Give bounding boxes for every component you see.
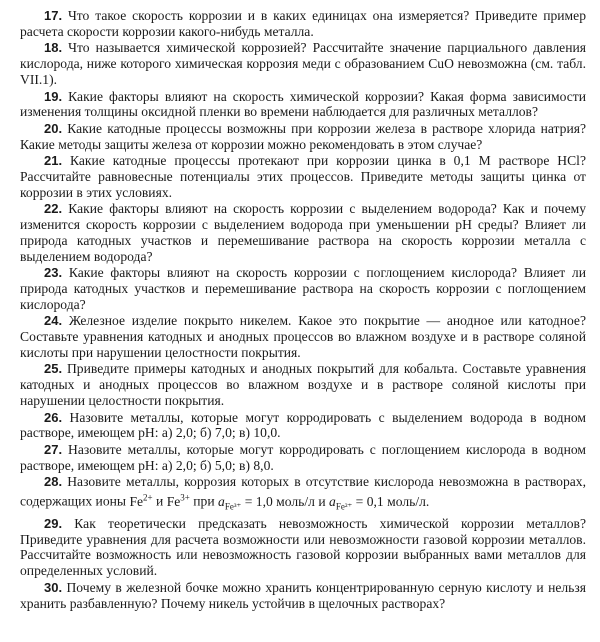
question-text: Назовите металлы, которые могут корродировать с выделением водорода в водном растворе, имеющем pH: а) 2,0; б) 7,0; в) 10,0. xyxy=(20,409,586,441)
question-text: Приведите примеры катодных и анодных покрытий для кобальта. Составьте уравнения катодных и анодных процессов во влажном воздухе и в растворе соляной кислоты при нарушении целостности покрытия. xyxy=(20,361,586,408)
question-22 xyxy=(20,201,586,264)
question-text: Какие факторы влияют на скорость коррозии с поглощением кислорода? Влияет ли природа катодных участков и перемешивание раствора на скорость коррозии с поглощением кислорода? xyxy=(20,265,586,312)
question-30 xyxy=(20,580,586,611)
question-text: Как теоретически предсказать невозможность химической коррозии металлов? Приведите уравнения для расчета возможности или невозможности газовой коррозии металлов. Рассчитайте возможность или невозможность газовой коррозии выбранных вами металлов для определенных условий. xyxy=(20,516,586,579)
question-26 xyxy=(20,410,586,441)
question-number: 25. xyxy=(44,361,63,377)
question-text: Почему в железной бочке можно хранить концентрированную серную кислоту и нельзя хранить разбавленную? Почему никель устойчив в щелочных растворах? xyxy=(20,579,586,611)
question-number: 18. xyxy=(44,40,63,56)
question-number: 23. xyxy=(44,265,63,281)
question-text: Какие катодные процессы возможны при коррозии железа в растворе хлорида натрия? Какие методы защиты железа от коррозии можно рекомендовать в этом случае? xyxy=(20,120,587,152)
question-number: 28. xyxy=(44,474,63,490)
question-number: 24. xyxy=(44,313,63,329)
question-23 xyxy=(20,265,586,312)
question-17 xyxy=(20,8,586,39)
question-28: 28. Назовите металлы, коррозия которых в отсутствие кислорода невозможна в растворах, содержащих ионы $Fe^{2+}$ и $Fe^{3+}$ при $a_{Fe^{3+}} = 1,0$ моль/л и $a_{Fe^{2+}} = 0,1$ моль/л. xyxy=(20,474,586,512)
question-number: 17. xyxy=(44,8,63,23)
question-25 xyxy=(20,361,586,408)
ion-fe3: $Fe^{3+}$ xyxy=(166,492,190,509)
question-text-cont: в растворах, содержащих ионы xyxy=(20,474,586,509)
question-text: Какие факторы влияют на скорость химической коррозии? Какая форма зависимости изменения толщины оксидной пленки во времени наблюдается для различных металлов? xyxy=(20,88,586,120)
question-number: 29. xyxy=(44,516,63,532)
question-20 xyxy=(20,121,586,152)
ion-fe2: $Fe^{2+}$ xyxy=(129,492,153,509)
question-number: 19. xyxy=(44,88,63,104)
question-24 xyxy=(20,313,586,360)
question-number: 26. xyxy=(44,409,63,425)
activity-fe3: $a_{Fe^{3+}} = 1,0$ моль/л и xyxy=(218,493,326,512)
question-text: Какие катодные процессы протекают при коррозии цинка в 0,1 M растворе HCl? Рассчитайте равновесные потенциалы этих процессов. Приведите методы защиты цинка от коррозии в этих условиях. xyxy=(20,153,586,200)
question-text: Что такое скорость коррозии и в каких единицах она измеряется? Приведите пример расчета скорости коррозии какого-нибудь металла. xyxy=(20,8,586,39)
question-text: Какие факторы влияют на скорость коррозии с выделением водорода? Как и почему изменится скорость коррозии с выделением водорода при уменьшении pH среды? Влияет ли природа катодных участков и перемешивание раствора на скорость коррозии металла с выделением водорода? xyxy=(20,201,587,264)
question-text: Назовите металлы, коррозия которых в отсутствие кислорода невозможна xyxy=(67,474,509,490)
activity-fe2: $a_{Fe^{2+}} = 0,1$ моль/л. xyxy=(329,493,430,512)
question-29 xyxy=(20,516,586,579)
question-number: 20. xyxy=(44,120,63,136)
question-text: Назовите металлы, которые могут корродировать с поглощением кислорода в водном растворе, имеющем pH: а) 2,0; б) 5,0; в) 8,0. xyxy=(20,441,586,473)
question-number: 21. xyxy=(44,153,63,169)
question-number: 22. xyxy=(44,201,63,217)
question-number: 27. xyxy=(44,441,63,457)
question-text: Железное изделие покрыто никелем. Какое это покрытие — анодное или катодное? Составьте уравнения катодных и анодных процессов во влажном воздухе и в растворе соляной кислоты при нарушении целостности покрытия. xyxy=(20,313,587,360)
question-21 xyxy=(20,153,586,200)
question-number: 30. xyxy=(44,579,63,595)
question-27 xyxy=(20,442,586,473)
question-18 xyxy=(20,40,586,87)
question-text: Что называется химической коррозией? Рассчитайте значение парциального давления кислорода, ниже которого химическая коррозия меди с образованием CuO невозможна (см. табл. VII.1). xyxy=(20,40,586,87)
question-19 xyxy=(20,89,586,120)
